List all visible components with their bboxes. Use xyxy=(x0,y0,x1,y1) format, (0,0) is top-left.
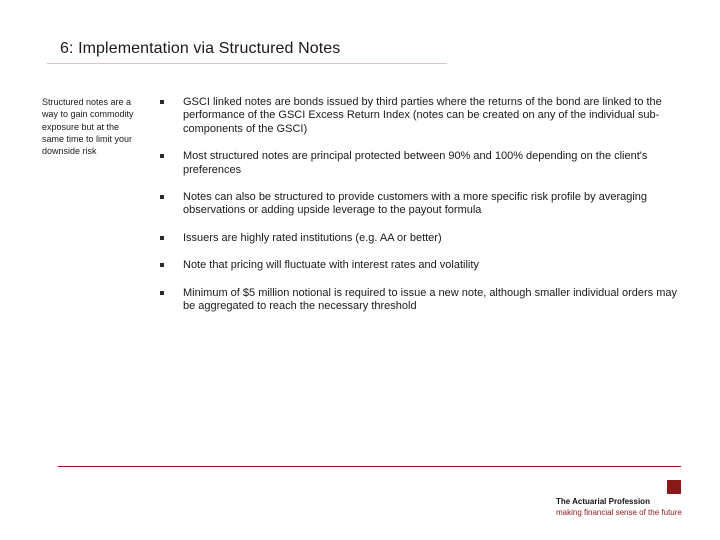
bullet-square-icon xyxy=(160,100,164,104)
bullet-item xyxy=(160,150,680,177)
organization-name: The Actuarial Profession xyxy=(556,497,650,506)
bullet-list xyxy=(160,96,680,327)
bullet-text: Notes can also be structured to provide customers with a more specific risk profile by averaging observations or adding upside leverage to the payout formula xyxy=(183,191,648,217)
title-divider xyxy=(47,63,447,64)
bullet-square-icon xyxy=(160,263,164,267)
bullet-item xyxy=(160,232,680,245)
bullet-text: GSCI linked notes are bonds issued by third parties where the returns of the bond are linked to the performance of the GSCI Excess Return Index (notes can be created on any of the individual sub-components of the GSCI) xyxy=(183,96,662,135)
bullet-square-icon xyxy=(160,154,164,158)
bullet-text: Note that pricing will fluctuate with interest rates and volatility xyxy=(183,259,479,272)
bullet-square-icon xyxy=(160,291,164,295)
organization-tagline: making financial sense of the future xyxy=(556,508,682,517)
bullet-text: Issuers are highly rated institutions (e.g. AA or better) xyxy=(183,231,442,244)
bullet-item xyxy=(160,259,680,272)
bullet-item xyxy=(160,96,680,136)
logo-square-icon xyxy=(667,480,681,494)
bullet-square-icon xyxy=(160,195,164,199)
footer-divider xyxy=(58,466,681,467)
bullet-item xyxy=(160,287,680,314)
sidebar-note: Structured notes are a way to gain commodity exposure but at the same time to limit your downside risk xyxy=(42,97,134,157)
bullet-text: Minimum of $5 million notional is required to issue a new note, although smaller individual orders may be aggregated to reach the necessary threshold xyxy=(183,286,678,313)
bullet-text: Most structured notes are principal protected between 90% and 100% depending on the client's preferences xyxy=(183,150,648,176)
bullet-item xyxy=(160,191,680,218)
bullet-square-icon xyxy=(160,236,164,240)
page-title: 6: Implementation via Structured Notes xyxy=(60,40,341,57)
